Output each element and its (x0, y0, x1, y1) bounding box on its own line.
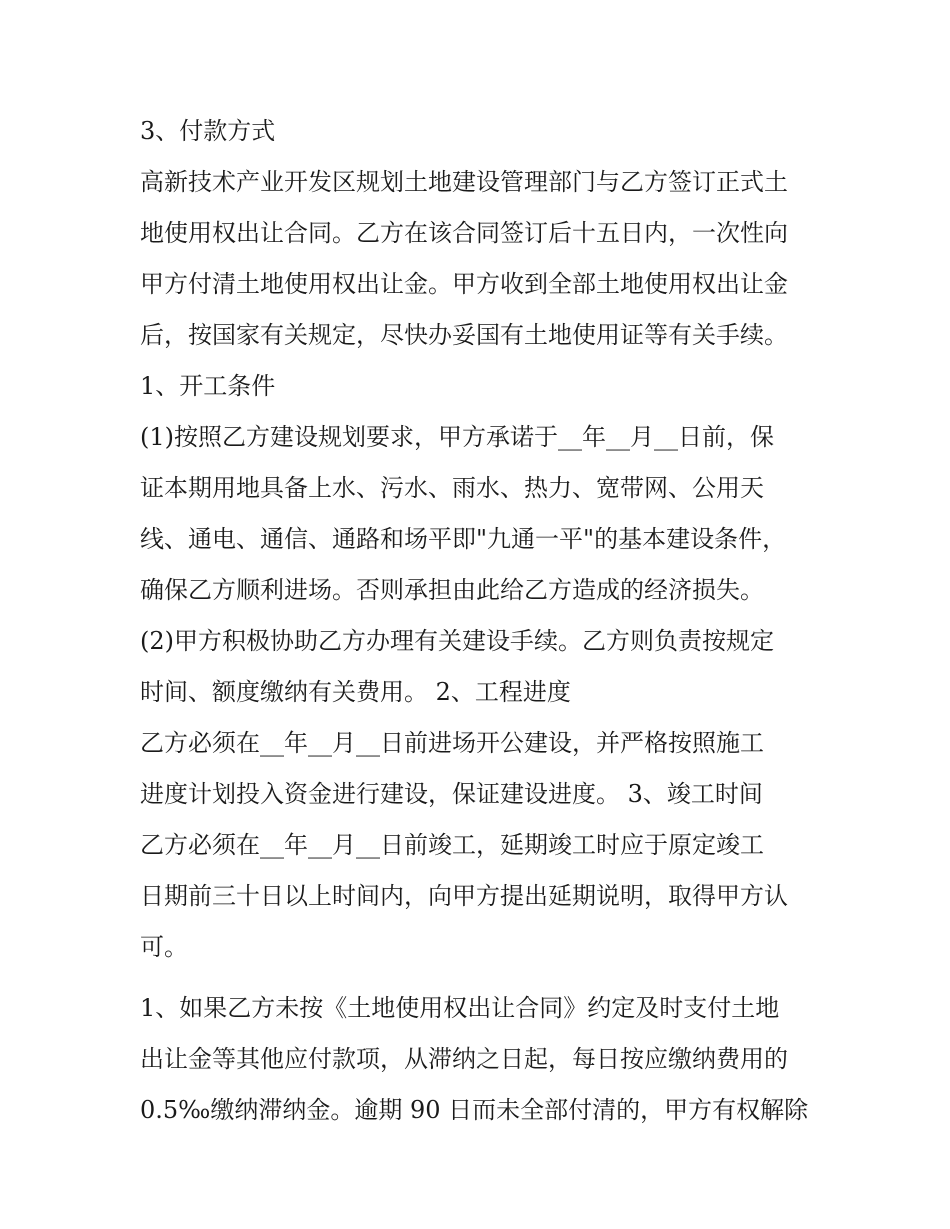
paragraph-line: 甲方付清土地使用权出让金。甲方收到全部土地使用权出让金 (140, 270, 788, 298)
paragraph-line: 线、通电、通信、通路和场平即"九通一平"的基本建设条件， (140, 525, 787, 553)
paragraph-line: 高新技术产业开发区规划土地建设管理部门与乙方签订正式土 (140, 168, 788, 196)
paragraph-line: (1)按照乙方建设规划要求，甲方承诺于__年__月__日前，保 (140, 423, 774, 451)
paragraph-line: (2)甲方积极协助乙方办理有关建设手续。乙方则负责按规定 (140, 627, 774, 655)
paragraph-line: 地使用权出让合同。乙方在该合同签订后十五日内，一次性向 (140, 219, 788, 247)
paragraph-line: 出让金等其他应付款项，从滞纳之日起，每日按应缴纳费用的 (140, 1045, 788, 1073)
document-body (140, 106, 820, 1136)
paragraph-line: 1、如果乙方未按《土地使用权出让合同》约定及时支付土地 (140, 994, 780, 1022)
paragraph-line: 确保乙方顺利进场。否则承担由此给乙方造成的经济损失。 (140, 576, 764, 604)
section-heading-payment: 3、付款方式 (140, 117, 276, 145)
paragraph-line: 日期前三十日以上时间内，向甲方提出延期说明，取得甲方认 (140, 882, 788, 910)
paragraph-line: 可。 (140, 933, 188, 961)
paragraph-line: 后，按国家有关规定，尽快办妥国有土地使用证等有关手续。 (140, 321, 788, 349)
paragraph-line: 进度计划投入资金进行建设，保证建设进度。 3、竣工时间 (140, 780, 763, 808)
paragraph-line: 乙方必须在__年__月__日前竣工，延期竣工时应于原定竣工 (140, 831, 764, 859)
paragraph-line: 时间、额度缴纳有关费用。 2、工程进度 (140, 678, 571, 706)
paragraph-line: 0.5‰缴纳滞纳金。逾期 90 日而未全部付清的，甲方有权解除 (140, 1096, 809, 1124)
section-heading-start-conditions: 1、开工条件 (140, 372, 276, 400)
paragraph-line: 乙方必须在__年__月__日前进场开公建设，并严格按照施工 (140, 729, 764, 757)
paragraph-line: 证本期用地具备上水、污水、雨水、热力、宽带网、公用天 (140, 474, 764, 502)
